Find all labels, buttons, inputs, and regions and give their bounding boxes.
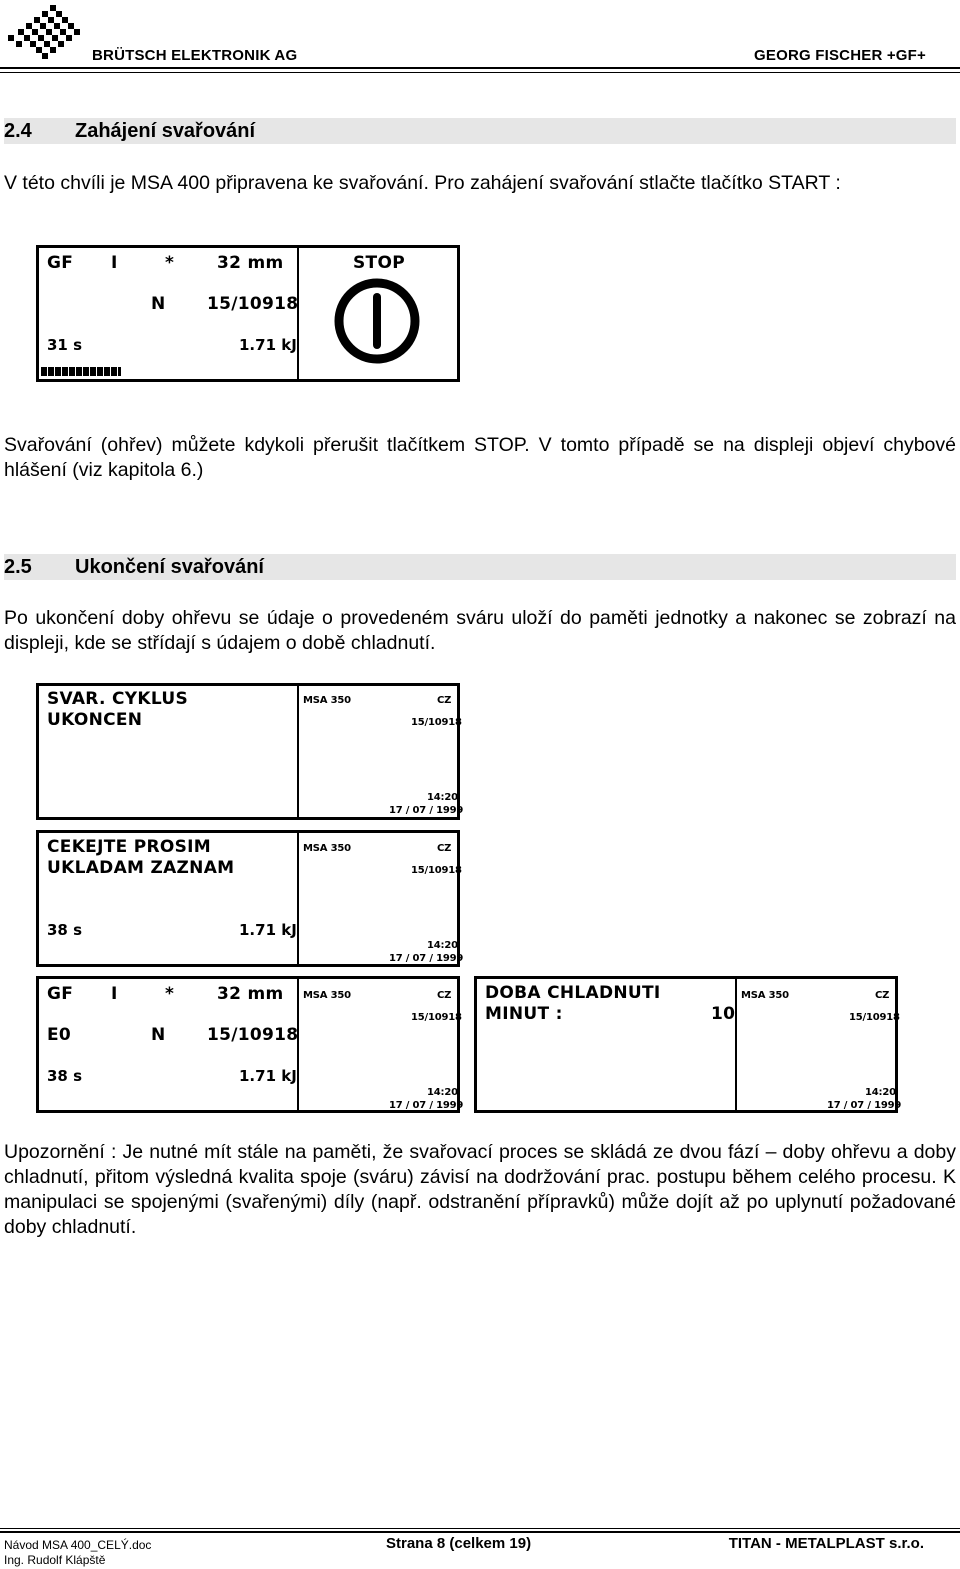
display-energy: 1.71 kJ — [239, 921, 297, 939]
section-heading-2-4 — [4, 118, 956, 144]
display-dimension: 32 mm — [217, 984, 284, 1004]
display-star: * — [165, 253, 175, 273]
display-cooling — [474, 976, 902, 1113]
display-time: 31 s — [47, 336, 83, 354]
display-code: 15/10918 — [411, 1012, 462, 1023]
display-line-2: MINUT : — [485, 1004, 563, 1024]
display-gf-label: GF — [47, 253, 74, 273]
display-i-label: I — [111, 984, 118, 1004]
header-company-right: GEORG FISCHER +GF+ — [754, 47, 926, 64]
section-number: 2.5 — [4, 556, 32, 578]
display-model: MSA 350 — [741, 990, 789, 1001]
display-gf-label: GF — [47, 984, 74, 1004]
stop-button-icon — [333, 277, 421, 365]
display-line-1: CEKEJTE PROSIM — [47, 837, 212, 857]
display-i-label: I — [111, 253, 118, 273]
display-line-1: DOBA CHLADNUTI — [485, 983, 661, 1003]
display-result — [36, 976, 464, 1113]
display-fitting-code: 15/10918 — [207, 1025, 299, 1045]
display-saving — [36, 830, 464, 967]
display-language: CZ — [437, 843, 452, 854]
display-welding — [36, 245, 460, 382]
display-model: MSA 350 — [303, 990, 351, 1001]
section-title: Zahájení svařování — [75, 120, 256, 142]
footer-company: TITAN - METALPLAST s.r.o. — [728, 1535, 924, 1552]
display-e0-label: E0 — [47, 1025, 72, 1045]
display-code: 15/10918 — [849, 1012, 900, 1023]
display-clock: 14:20 — [427, 940, 458, 951]
display-fitting-code: 15/10918 — [207, 294, 299, 314]
section-title: Ukončení svařování — [75, 556, 264, 578]
display-language: CZ — [437, 990, 452, 1001]
display-cooling-minutes: 10 — [711, 1004, 736, 1024]
display-time: 38 s — [47, 921, 83, 939]
header-rule — [0, 67, 960, 69]
section-number: 2.4 — [4, 120, 32, 142]
display-star: * — [165, 984, 175, 1004]
footer-rule-thin — [0, 1528, 960, 1529]
display-line-2: UKLADAM ZAZNAM — [47, 858, 235, 878]
display-language: CZ — [875, 990, 890, 1001]
header-company-left: BRÜTSCH ELEKTRONIK AG — [92, 47, 298, 64]
display-language: CZ — [437, 695, 452, 706]
footer-rule — [0, 1531, 960, 1533]
display-n-label: N — [151, 1025, 166, 1045]
display-n-label: N — [151, 294, 166, 314]
section-heading-2-5 — [4, 554, 956, 580]
display-energy: 1.71 kJ — [239, 336, 297, 354]
footer-document-name: Návod MSA 400_CELÝ.doc — [4, 1538, 152, 1552]
display-clock: 14:20 — [427, 792, 458, 803]
display-progress-bar — [41, 367, 121, 376]
display-time: 38 s — [47, 1067, 83, 1085]
display-code: 15/10918 — [411, 717, 462, 728]
display-line-2: UKONCEN — [47, 710, 143, 730]
paragraph-warning: Upozornění : Je nutné mít stále na paměti, že svařovací proces se skládá ze dvou fází – doby ohřevu a doby chladnutí, přitom výsledná kvalita spoje (sváru) závisí na dodržování prac. postupu během celého procesu. K manipulaci se spojenými (svařenými) díly (např. odstranění přípravků) může dojít až po uplynutí požadované doby chladnutí. — [4, 1141, 956, 1238]
display-date: 17 / 07 / 1999 — [389, 953, 464, 964]
paragraph-start-welding: V této chvíli je MSA 400 připravena ke svařování. Pro zahájení svařování stlačte tlačítko START : — [4, 172, 841, 194]
display-clock: 14:20 — [865, 1087, 896, 1098]
paragraph-stop-info: Svařování (ohřev) můžete kdykoli přerušit tlačítkem STOP. V tomto případě se na displeji objeví chybové hlášení (viz kapitola 6.) — [4, 434, 956, 481]
footer-page-number: Strana 8 (celkem 19) — [386, 1535, 532, 1552]
display-model: MSA 350 — [303, 695, 351, 706]
footer-author: Ing. Rudolf Klápště — [4, 1553, 106, 1567]
display-date: 17 / 07 / 1999 — [389, 1100, 464, 1111]
display-divider — [297, 833, 299, 964]
display-dimension: 32 mm — [217, 253, 284, 273]
display-model: MSA 350 — [303, 843, 351, 854]
display-stop-label: STOP — [353, 253, 405, 273]
display-date: 17 / 07 / 1999 — [827, 1100, 902, 1111]
header-rule-thin — [0, 72, 960, 73]
paragraph-end-welding: Po ukončení doby ohřevu se údaje o provedeném sváru uloží do paměti jednotky a nakonec se zobrazí na displeji, kde se střídají s údajem o době chladnutí. — [4, 607, 956, 654]
display-date: 17 / 07 / 1999 — [389, 805, 464, 816]
display-code: 15/10918 — [411, 865, 462, 876]
display-divider — [297, 686, 299, 817]
display-line-1: SVAR. CYKLUS — [47, 689, 189, 709]
display-divider — [735, 979, 737, 1110]
display-cycle-end — [36, 683, 464, 820]
display-clock: 14:20 — [427, 1087, 458, 1098]
display-energy: 1.71 kJ — [239, 1067, 297, 1085]
company-logo — [4, 3, 90, 63]
